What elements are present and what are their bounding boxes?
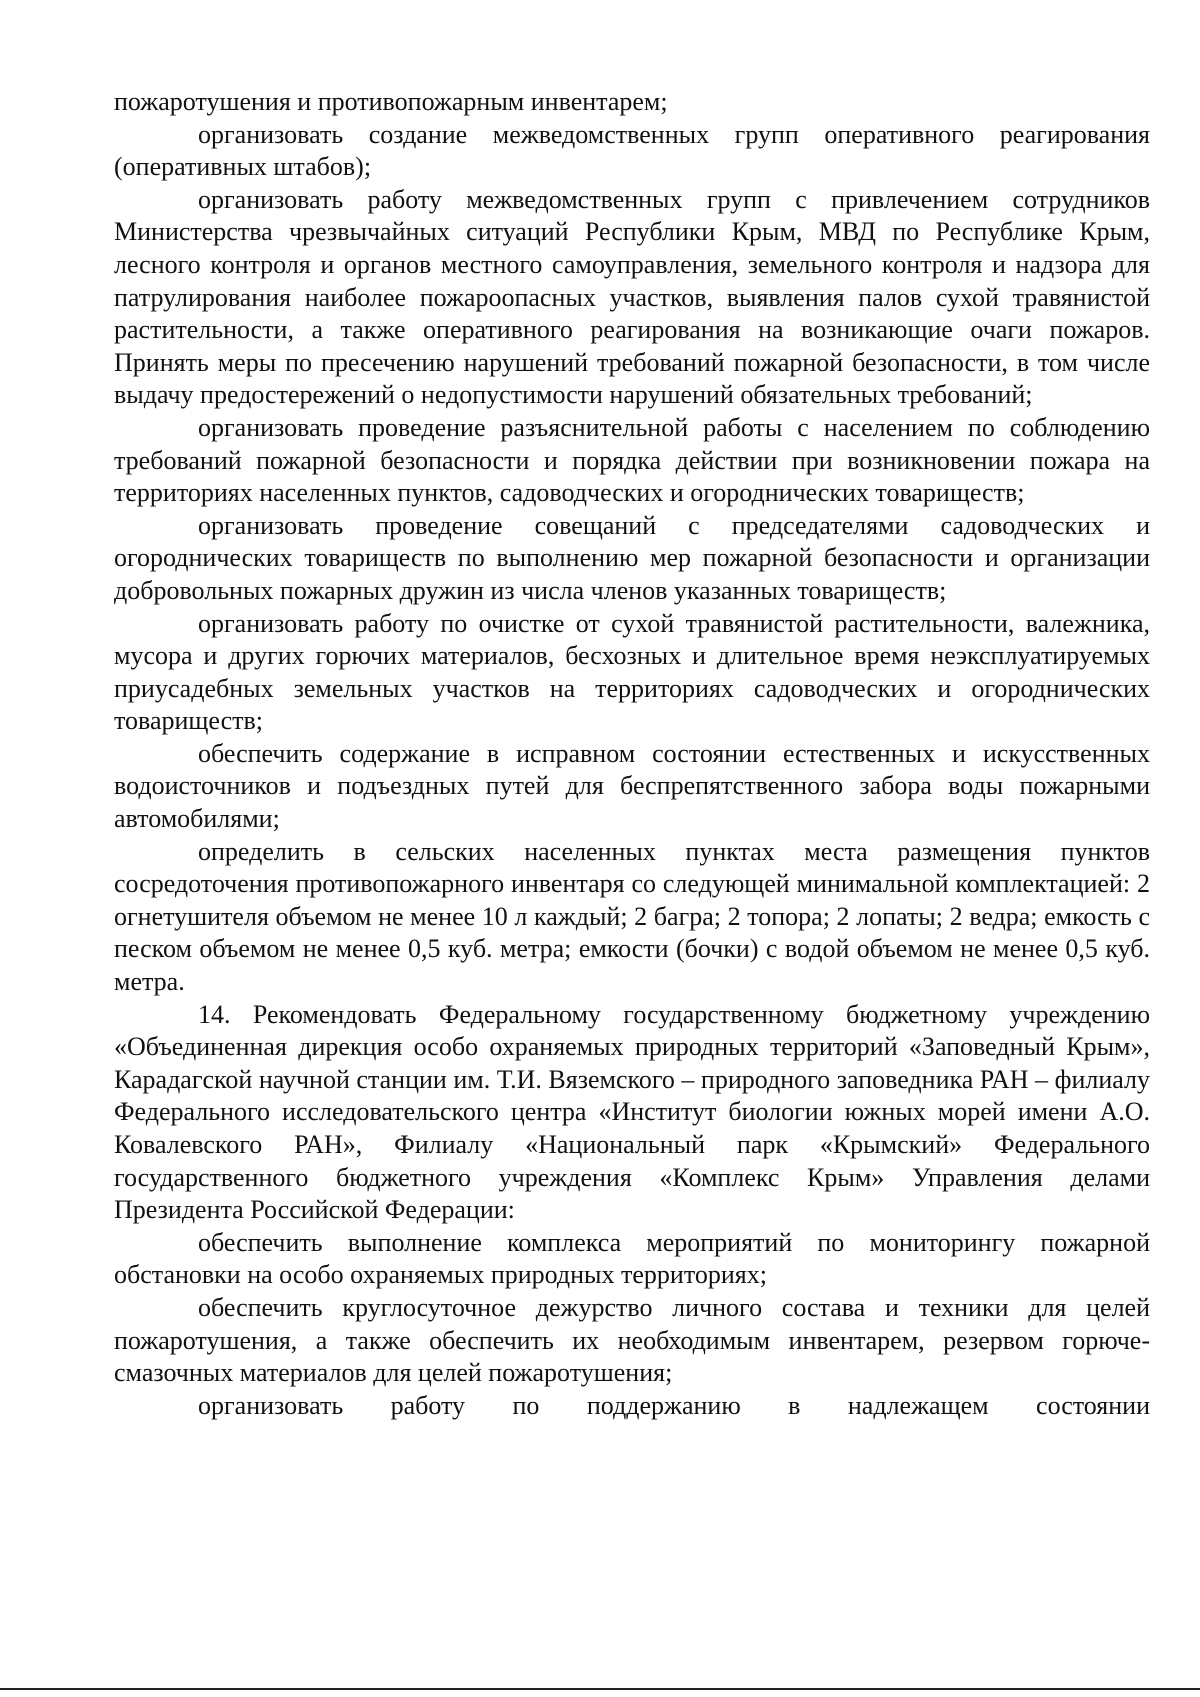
document-body	[114, 86, 1150, 1422]
paragraph-fire-extinguishing-inventory: пожаротушения и противопожарным инвентарем;	[114, 87, 668, 116]
paragraph-inventory-points: определить в сельских населенных пунктах места размещения пунктов сосредоточения противопожарного инвентаря со следующей минимальной комплектацией: 2 огнетушителя объемом не менее 10 л каждый; 2 багра; 2 топора; 2 лопаты; 2 ведра; емкость с песком объемом не менее 0,5 куб. метра; емкости (бочки) с водой объемом не менее 0,5 куб. метра.	[114, 836, 1150, 997]
paragraph-duty-staff: обеспечить круглосуточное дежурство личного состава и техники для целей пожаротушения, а также обеспечить их необходимым инвентарем, резервом горюче-смазочных материалов для целей пожаротушения;	[114, 1292, 1150, 1388]
paragraph-cleanup-work: организовать работу по очистке от сухой травянистой растительности, валежника, мусора и других горючих материалов, бесхозных и длительное время неэксплуатируемых приусадебных земельных участков на территориях садоводческих и огороднических товариществ;	[114, 608, 1150, 736]
paragraph-monitoring: обеспечить выполнение комплекса мероприятий по мониторингу пожарной обстановки на особо охраняемых природных территориях;	[114, 1227, 1150, 1290]
paragraph-response-groups: организовать создание межведомственных групп оперативного реагирования (оперативных штабов);	[114, 119, 1150, 182]
paragraph-partnership-meetings: организовать проведение совещаний с председателями садоводческих и огороднических товариществ по выполнению мер пожарной безопасности и организации добровольных пожарных дружин из числа членов указанных товариществ;	[114, 510, 1150, 605]
paragraph-water-sources: обеспечить содержание в исправном состоянии естественных и искусственных водоисточников и подъездных путей для беспрепятственного забора воды пожарными автомобилями;	[114, 738, 1150, 834]
paragraph-public-outreach: организовать проведение разъяснительной работы с населением по соблюдению требований пожарной безопасности и порядка действии при возникновении пожара на территориях населенных пунктов, садоводческих и огороднических товариществ;	[114, 412, 1150, 508]
paragraph-interagency-patrols: организовать работу межведомственных групп с привлечением сотрудников Министерства чрезвычайных ситуаций Республики Крым, МВД по Республике Крым, лесного контроля и органов местного самоуправления, земельного контроля и надзора для патрулирования наиболее пожароопасных участков, выявления палов сухой травянистой растительности, а также оперативного реагирования на возникающие очаги пожаров. Принять меры по пресечению нарушений требований пожарной безопасности, в том числе выдачу предостережений о недопустимости нарушений обязательных требований;	[114, 184, 1150, 410]
paragraph-item-14: 14. Рекомендовать Федеральному государственному бюджетному учреждению «Объединенная дирекция особо охраняемых природных территорий «Заповедный Крым», Карадагской научной станции им. Т.И. Вяземского – природного заповедника РАН – филиалу Федерального исследовательского центра «Институт биологии южных морей имени А.О. Ковалевского РАН», Филиалу «Национальный парк «Крымский» Федерального государственного бюджетного учреждения «Комплекс Крым» Управления делами Президента Российской Федерации:	[114, 999, 1150, 1225]
paragraph-maintenance: организовать работу по поддержанию в надлежащем состоянии	[198, 1390, 1150, 1420]
bottom-divider	[0, 1688, 1200, 1690]
